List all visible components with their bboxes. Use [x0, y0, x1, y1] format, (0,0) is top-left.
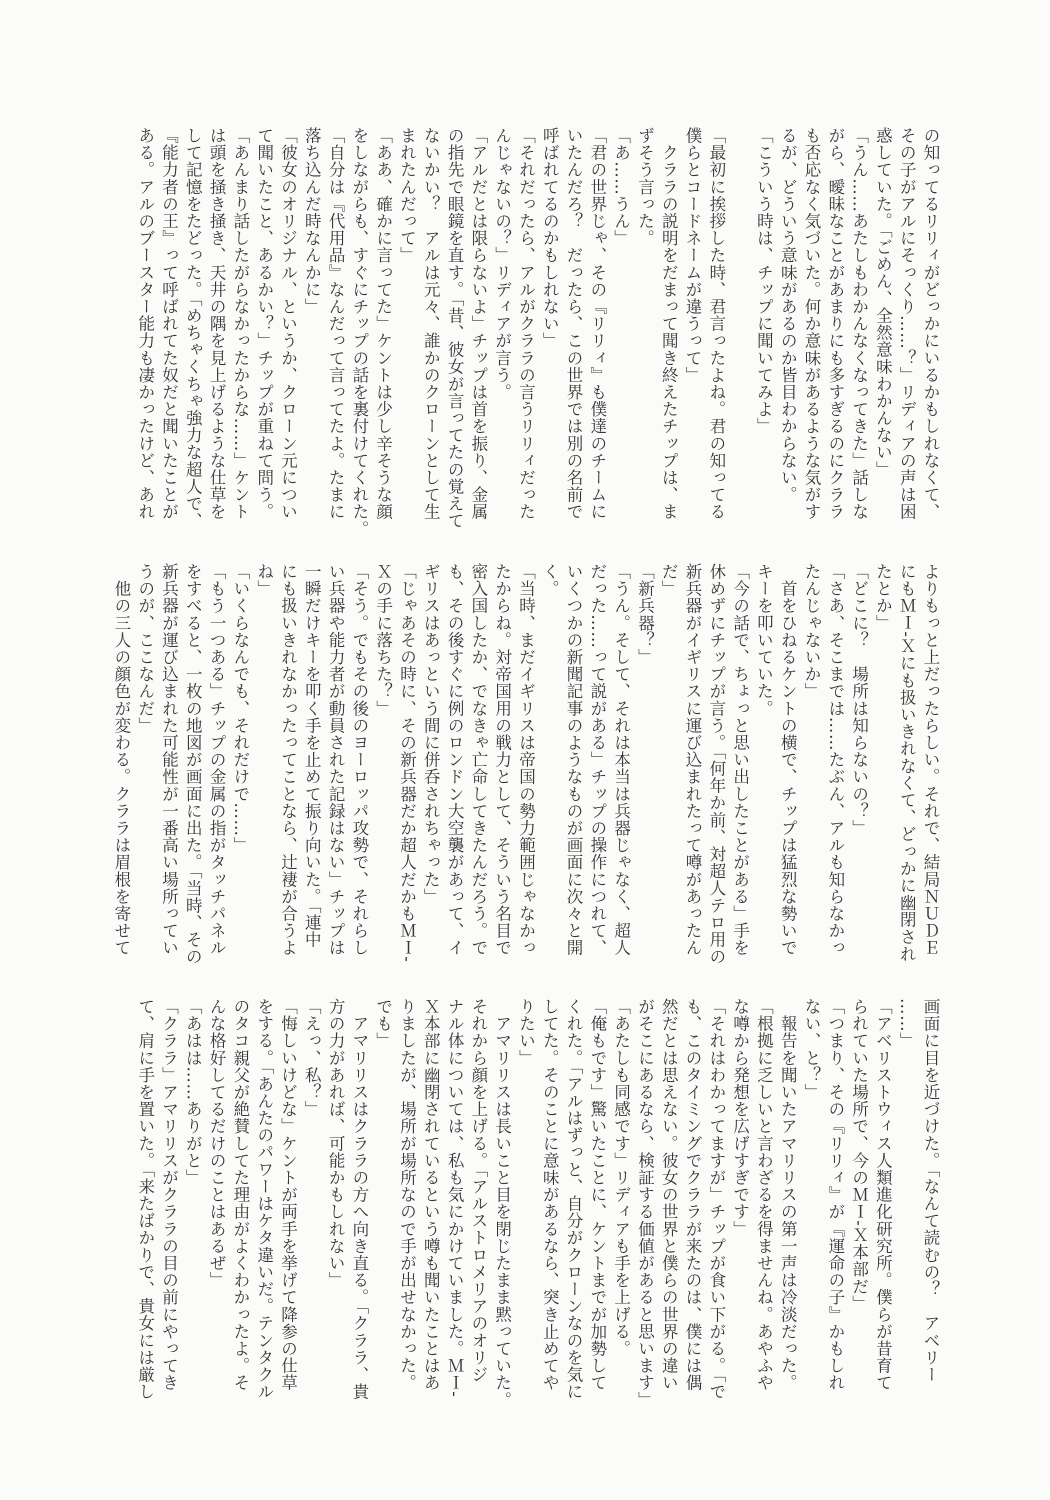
text-column: 報告を聞いたアマリリスの第一声は冷淡だった。 [778, 998, 798, 1392]
text-column: 「いくらなんでも、それだけで……」 [230, 563, 250, 854]
text-column: 「根拠に乏しいと言わざるを得ませんね。あやふや [754, 998, 774, 1392]
text-column: 「アベリストウィス人類進化研究所。僕らが昔育て [873, 998, 893, 1392]
text-column: 「えっ、私？」 [302, 998, 322, 1118]
text-column: 「そう。でもその後のヨーロッパ攻勢で、それらし [349, 563, 369, 957]
text-column: をしながらも、すぐにチップの話を裏付けてくれた。 [349, 127, 369, 538]
text-column: 「あんまり話したがらなかったからな……」ケント [230, 127, 250, 521]
text-column: にも扱いきれなかったってことなら、辻褄が合うよ [278, 563, 298, 957]
text-column: りましたが、場所が場所なので手が出せなかった。 [397, 998, 417, 1392]
text-column: 画面に目を近づけた。「なんて読むの？ アベリー [921, 998, 940, 1384]
text-column: ……」 [897, 998, 917, 1050]
text-column: Ｘ本部に幽閉されているという噂も聞いたことはあ [421, 998, 441, 1392]
text-column: ずそう言った。 [635, 127, 655, 247]
text-column: りたい」 [516, 998, 536, 1067]
text-column: られていた場所で、今のＭＩ‐Ｘ本部だ」 [849, 998, 869, 1312]
text-column: 「もう一つある」チップの金属の指がタッチパネル [207, 563, 227, 957]
text-column: だった……って説がある」チップの操作につれて、 [587, 563, 607, 957]
text-column: キーを叩いていた。 [754, 563, 774, 717]
text-column: 「それだったら、アルがクララの言うリリィだった [516, 127, 536, 521]
text-column: 「こういう時は、チップに聞いてみよ」 [754, 127, 774, 435]
text-column: 呼ばれてるのかもしれない」 [540, 127, 560, 350]
text-column: 新兵器が運び込まれた可能性が一番高い場所ってい [159, 563, 179, 957]
text-column: 「うん。そして、それは本当は兵器じゃなく、超人 [611, 563, 631, 957]
text-column: 首をひねるケントの横で、チップは猛烈な勢いで [778, 563, 798, 957]
text-column: は頭を掻き掻き、天井の隅を見上げるような仕草を [207, 127, 227, 521]
text-column: て聞いたこと、あるかい？」チップが重ねて問う。 [254, 127, 274, 521]
text-column: 「クララ」アマリリスがクララの目の前にやってき [159, 998, 179, 1392]
text-column: まれたんだって」 [397, 127, 417, 264]
text-column: 「最初に挨拶した時、君言ったよね。君の知ってる [706, 127, 726, 521]
text-column: の指先で眼鏡を直す。「昔、彼女が言ってたの覚えて [445, 127, 465, 530]
text-column: 「今の話で、ちょっと思い出したことがある」手を [730, 563, 750, 957]
text-column: をする。「あんたのパワーはケタ違いだ。テンタクル [254, 998, 274, 1401]
text-column: 「ああ、確かに言ってた」ケントは少し辛そうな顔 [373, 127, 393, 521]
text-column: 「自分は『代用品』なんだって言ってたよ。たまに [326, 127, 346, 521]
text-column: たからね。対帝国用の戦力として、そういう名目で [492, 563, 512, 957]
text-column: ギリスはあっという間に併呑されちゃった」 [421, 563, 441, 905]
text-column: 落ち込んだ時なんかに」 [302, 127, 322, 316]
text-column: アマリリスはクララの方へ向き直る。「クララ、貴 [349, 998, 369, 1401]
text-column: だ」 [659, 563, 679, 598]
text-column: も、このタイミングでクララが来たのは、僕には偶 [683, 998, 703, 1392]
text-column: がそこにあるなら、検証する価値があると思います」 [635, 998, 655, 1409]
text-column: してた。そのことに意味があるなら、突き止めてや [540, 998, 560, 1392]
text-column: 「じゃあその時に、その新兵器だか超人だかもＭＩ‐ [397, 563, 417, 963]
text-column: く。 [540, 563, 560, 598]
text-column: ない、と？」 [802, 998, 822, 1101]
text-column: 僕らとコードネームが違うって」 [683, 127, 703, 384]
text-column: をすべると、一枚の地図が画面に出た。「当時、その [183, 563, 203, 966]
text-column: い兵器や能力者が動員された記録はない」チップは [326, 563, 346, 957]
text-column: 「俺もです」驚いたことに、ケントまでが加勢して [587, 998, 607, 1392]
text-column: んな格好してるだけのことはあるぜ」 [207, 998, 227, 1289]
text-column: がら、曖昧なことがあまりにも多すぎるのにクララ [825, 127, 845, 521]
text-column: して記憶をたどった。「めちゃくちゃ強力な超人で、 [183, 127, 203, 530]
text-column: その子がアルにそっくり……？」リディアの声は困 [897, 127, 917, 521]
text-column: ナル体については、私も気にかけていました。ＭＩ‐ [445, 998, 465, 1398]
text-column: うのが、ここなんだ」 [135, 563, 155, 734]
text-column: の知ってるリリィがどっかにいるかもしれなくて、 [921, 127, 940, 521]
text-column: 「あはは……ありがと」 [183, 998, 203, 1187]
text-column: ね」 [254, 563, 274, 598]
text-column: 「どこに？ 場所は知らないの？」 [849, 563, 869, 837]
text-column: 「悔しいけどな」ケントが両手を挙げて降参の仕草 [278, 998, 298, 1392]
text-column: クララの説明をだまって聞き終えたチップは、ま [659, 127, 679, 521]
text-column: 惑していた。「ごめん、全然意味わかんない」 [873, 127, 893, 478]
text-column: 「さあ、そこまでは……たぶん、アルも知らなかっ [825, 563, 845, 957]
text-column: たんじゃないか」 [802, 563, 822, 700]
text-column: 「つまり、その『リリィ』が『運命の子』かもしれ [825, 998, 845, 1392]
text-column: 「君の世界じゃ、その『リリィ』も僕達のチームに [587, 127, 607, 521]
text-band-bottom [133, 998, 942, 1428]
text-column: て、肩に手を置いた。「来たばかりで、貴女には厳し [135, 998, 155, 1401]
text-column: にもＭＩ‐Ｘにも扱いきれなくて、どっかに幽閉され [897, 563, 917, 963]
text-column: 「アルだとは限らないよ」チップは首を振り、金属 [468, 127, 488, 521]
text-column: ないかい？ アルは元々、誰かのクローンとして生 [421, 127, 441, 521]
text-column: 「当時、まだイギリスは帝国の勢力範囲じゃなかっ [516, 563, 536, 957]
scene-break-blank-column [728, 127, 752, 557]
text-column: のタコ親父が絶賛してた理由がよくわかったよ。そ [230, 998, 250, 1392]
text-column: ある。アルのブースター能力も凄かったけど、あれ [135, 127, 155, 521]
text-column: 休めずにチップが言う。「何年か前、対超人テロ用の [706, 563, 726, 966]
text-column: 「あたしも同感です」リディアも手を上げる。 [611, 998, 631, 1358]
text-column: たとか」 [873, 563, 893, 632]
text-column: 方の力があれば、可能かもしれない」 [326, 998, 346, 1289]
text-column: 『能力者の王』って呼ばれてた奴だと聞いたことが [159, 127, 179, 521]
text-band-top [133, 127, 942, 557]
text-column: 一瞬だけキーを叩く手を止めて振り向いた。「連中 [302, 563, 322, 949]
text-column: も否応なく気づいた。何か意味があるような気がす [802, 127, 822, 521]
text-column: 然だとは思えない。彼女の世界と僕らの世界の違い [659, 998, 679, 1392]
text-column: んじゃないの？」リディアが言う。 [492, 127, 512, 401]
text-column: 「新兵器？」 [635, 563, 655, 666]
text-column: いくつかの新聞記事のようなものが画面に次々と開 [564, 563, 584, 957]
text-column: 「あ……うん」 [611, 127, 631, 247]
text-column: 「彼女のオリジナル、というか、クローン元につい [278, 127, 298, 521]
text-column: 他の三人の顔色が変わる。クララは眉根を寄せて [111, 563, 131, 957]
text-column: 密入国したか、でなきゃ亡命してきたんだろう。で [468, 563, 488, 957]
text-column: でも」 [373, 998, 393, 1050]
text-column: 「それはわかってますが」チップが食い下がる。「で [706, 998, 726, 1401]
text-column: も、その後すぐに例のロンドン大空襲があって、イ [445, 563, 465, 957]
text-column: アマリリスは長いこと目を閉じたまま黙っていた。 [492, 998, 512, 1409]
text-column: よりもっと上だったらしい。それで、結局ＮＵＤＥ [921, 563, 940, 957]
text-column: るが、どういう意味があるのか皆目わからない。 [778, 127, 798, 504]
text-column: くれた。「アルはずっと、自分がクローンなのを気に [564, 998, 584, 1401]
text-column: 「うん……あたしもわかんなくなってきた」話しな [849, 127, 869, 521]
text-column: な噂から発想を広げすぎです」 [730, 998, 750, 1238]
text-column: Ｘの手に落ちた？」 [373, 563, 393, 717]
text-column: それから顔を上げる。「アルストロメリアのオリジ [468, 998, 488, 1384]
text-band-middle [109, 563, 942, 993]
text-column: 新兵器がイギリスに運び込まれたって噂があったん [683, 563, 703, 957]
text-column: いたんだろ？ だったら、この世界では別の名前で [564, 127, 584, 521]
